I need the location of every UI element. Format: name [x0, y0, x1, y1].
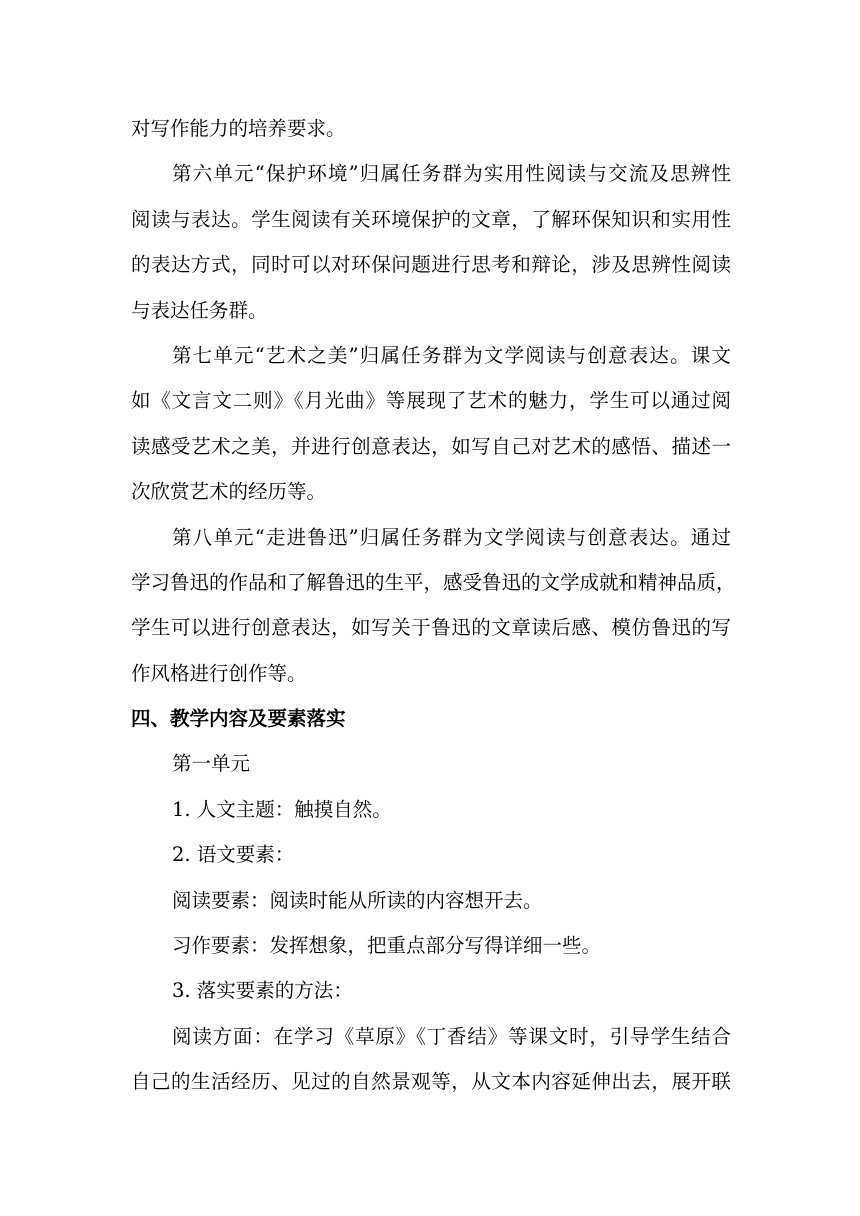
- section-heading: 四、教学内容及要素落实: [131, 707, 346, 731]
- text-line: 2. 语文要素：: [172, 843, 295, 867]
- text-line: 阅读要素：阅读时能从所读的内容想开去。: [172, 888, 543, 912]
- text-line: 次欣赏艺术的经历等。: [131, 480, 327, 504]
- text-line: 阅读与表达。学生阅读有关环境保护的文章，了解环保知识和实用性: [131, 207, 731, 231]
- text-line: 作风格进行创作等。: [131, 661, 307, 685]
- text-line: 第七单元“艺术之美”归属任务群为文学阅读与创意表达。课文: [172, 343, 731, 367]
- text-line: 如《文言文二则》《月光曲》等展现了艺术的魅力，学生可以通过阅: [131, 389, 731, 413]
- text-line: 学生可以进行创意表达，如写关于鲁迅的文章读后感、模仿鲁迅的写: [131, 616, 731, 640]
- document-page: [131, 106, 736, 1105]
- text-line: 阅读方面：在学习《草原》《丁香结》等课文时，引导学生结合: [172, 1024, 731, 1048]
- text-line: 第六单元“保护环境”归属任务群为实用性阅读与交流及思辨性: [172, 162, 731, 186]
- text-line: 第一单元: [172, 752, 251, 776]
- text-line: 与表达任务群。: [131, 298, 268, 322]
- text-line: 学习鲁迅的作品和了解鲁迅的生平，感受鲁迅的文学成就和精神品质，: [131, 570, 736, 594]
- text-line: 对写作能力的培养要求。: [131, 117, 346, 140]
- text-line: 第八单元“走进鲁迅”归属任务群为文学阅读与创意表达。通过: [172, 525, 731, 549]
- text-line: 习作要素：发挥想象，把重点部分写得详细一些。: [172, 934, 602, 958]
- text-line: 1. 人文主题：触摸自然。: [172, 797, 392, 821]
- text-line: 3. 落实要素的方法：: [172, 979, 353, 1003]
- text-line: 自己的生活经历、见过的自然景观等，从文本内容延伸出去，展开联: [131, 1070, 731, 1094]
- text-line: 的表达方式，同时可以对环保问题进行思考和辩论，涉及思辨性阅读: [131, 253, 731, 277]
- text-line: 读感受艺术之美，并进行创意表达，如写自己对艺术的感悟、描述一: [131, 434, 731, 458]
